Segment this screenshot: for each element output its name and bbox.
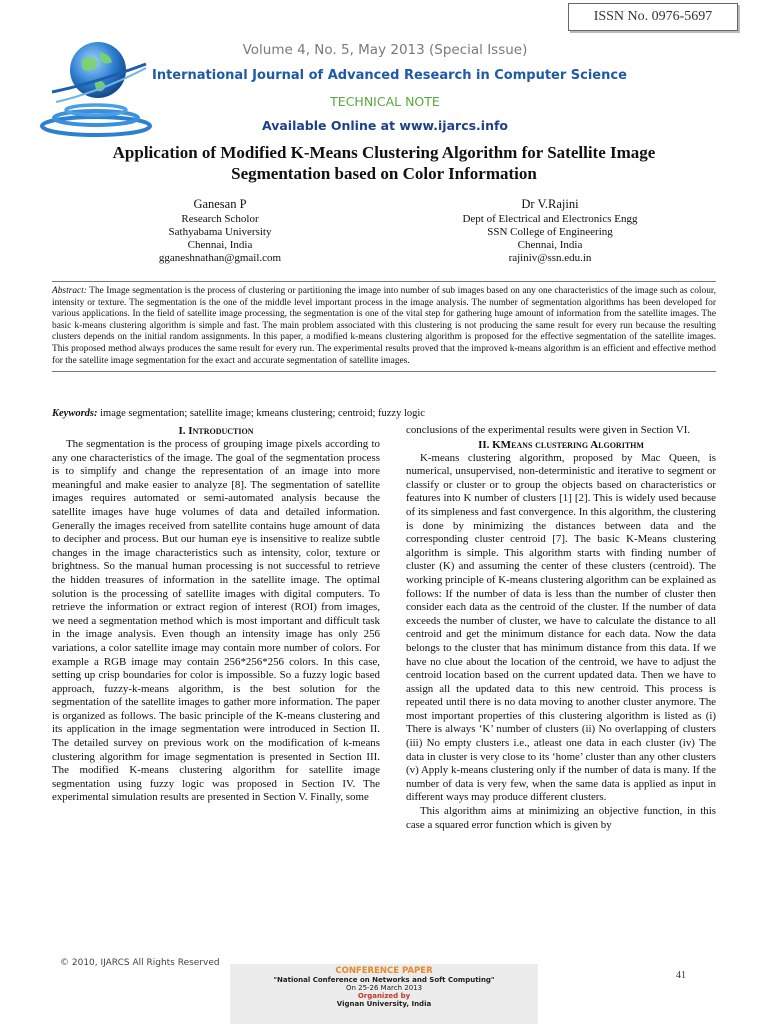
column-left [52, 424, 380, 805]
abstract [52, 281, 716, 372]
author-affiliation: Dept of Electrical and Electronics Engg [462, 213, 638, 225]
abstract-label: Abstract: [52, 286, 87, 296]
issn-box: ISSN No. 0976-5697 [568, 3, 738, 31]
author-affiliation: SSN College of Engineering [487, 226, 613, 238]
author-name: Ganesan P [193, 197, 247, 211]
paragraph: This algorithm aims at minimizing an objective function, in this case a squared error function which is given by [406, 805, 716, 831]
author-affiliation: Research Scholor [181, 213, 259, 225]
paragraph: conclusions of the experimental results were given in Section VI. [406, 424, 691, 436]
journal-name: International Journal of Advanced Research in Computer Science [152, 68, 627, 83]
organized-by: Organized by [357, 992, 411, 1000]
section-heading: II. KMeans clustering Algorithm [478, 438, 644, 451]
author-name: Dr V.Rajini [521, 197, 579, 211]
journal-logo [38, 30, 160, 138]
page-number: 41 [676, 970, 686, 981]
keywords-label: Keywords: [52, 408, 98, 419]
organizer-university: Vignan University, India [336, 1000, 432, 1008]
author-affiliation: Sathyabama University [168, 226, 272, 238]
author-affiliation: Chennai, India [517, 239, 583, 251]
technical-note-label: TECHNICAL NOTE [330, 94, 440, 109]
copyright: © 2010, IJARCS All Rights Reserved [60, 958, 220, 968]
conference-label: CONFERENCE PAPER [335, 966, 433, 976]
abstract-text: The Image segmentation is the process of clustering or partitioning the image into number of sub images based on any one characteristics of the image such as colour, intensity or texture. The segmentation is the one of the middle level important process in the image analysis. The number of segmentation algorithms has been developed for various applications. In the field of satellite image processing, the segmentation is one of the vital step for gathering huge amount of information from the satellite images. The basic k-means clustering algorithm is simple and fast. The main problem associated with this clustering is not producing the same result for every run because the resulting clusters depends on the initial random assignments. In this paper, a modified k-means clustering algorithm is proposed for the effective segmentation of the satellite images. This proposed method always produces the same result for every run. The experimental results proved that the improved k-means algorithm is an efficient and effective method for the satellite image segmentation for the exact and accurate segmentation of satellite images. [52, 286, 716, 366]
paper-title [60, 142, 708, 184]
column-right [406, 424, 716, 832]
conference-banner [230, 964, 538, 1024]
author-email: gganeshnathan@gmail.com [158, 252, 282, 264]
paragraph: The segmentation is the process of grouping image pixels according to any one characteristics of the image. The goal of the segmentation process is to simplify and change the representation of an image into more meaningful and make easier to analyze [8]. The segmentation of satellite images requires automated or semi-automated analysis because the satellite images have huge volumes of data and detailed information. Generally the images received from satellite contains huge amount of data to decipher and process. But our human eye is insensitive to realize subtle changes in the image characteristics such as intensity, color, texture or brightness. So the manual human processing is not successful to retrieve the hidden treasures of information in the satellite image. The optimal solution is the processing of satellite images with digital computers. To retrieve the information or extract region of interest (ROI) from images, we need a segmentation method which is most important and difficult task in the image analysis. Even though an intensity image has only 256 variations, a color satellite image may contain more number of colors. For example a RGB image may contain 256*256*256 colors. In this case, setting up crisp boundaries for color is impossible. So a fuzzy logic based approach, fuzzy-k-means algorithm, is the best solution for the segmentation of the satellite images to gather more information. The paper is organized as follows. The basic principle of the K-means clustering and its application in the image segmentation were introduced in Section II. The detailed survey on previous work on the modification of k-means clustering algorithm for image segmentation is presented in Section III. The modified K-means clustering algorithm for satellite image segmentation using fuzzy logic was proposed in Section IV. The experimental simulation results are presented in Section V. Finally, some [52, 438, 380, 804]
conference-name: "National Conference on Networks and Soft Computing" [273, 976, 495, 984]
section-heading: I. Introduction [178, 425, 254, 437]
title-line-2: Segmentation based on Color Information [231, 164, 537, 183]
paragraph: K-means clustering algorithm, proposed by Mac Queen, is numerical, unsupervised, non-deterministic and iterative to segment or classify or cluster or to group the objects based on characteristics or features into K number of clusters [1] [2]. This is widely used because of its simpleness and fast convergence. In this algorithm, the clustering is done by minimizing the distances between data and the corresponding cluster centroid [7]. The basic K-Means clustering algorithm is simple. This algorithm starts with finding number of cluster (K) and assuming the center of these clusters (centroid). The working principle of K-means clustering algorithm can be explained as follows: If the number of data is less than the number of cluster then consider each data as the centroid of the cluster. If the number of data exceeds the number of cluster, we have to calculate the distance to all centroid and get the minimum distance for each data. Now the data belongs to the cluster that has minimum distance from this data. If we have no clue about the location of the centroid, we have to adjust the centroid location based on the current updated data. Then we have to assign all the updated data to this new centroid. This process is repeated until there is no data moving to another cluster anymore. The most important properties of this clustering algorithm is listed as (i) There is always ‘K’ number of clusters (ii) No overlapping of clusters (iii) No empty clusters i.e., atleast one data in each cluster (iv) The data in cluster is very close to its ‘home’ cluster than any other clusters (v) Apply k-means clustering only if the number of data is many. If the number of data is very few, when the same data is applied as input in different ways may produce different clusters. [406, 451, 716, 804]
conference-date: On 25-26 March 2013 [345, 984, 423, 992]
keywords [52, 408, 716, 419]
author-block-1 [110, 196, 330, 265]
author-block-2 [430, 196, 670, 265]
volume-line: Volume 4, No. 5, May 2013 (Special Issue) [242, 42, 528, 58]
author-affiliation: Chennai, India [187, 239, 253, 251]
available-online-line: Available Online at www.ijarcs.info [261, 118, 509, 133]
title-line-1: Application of Modified K-Means Clustering Algorithm for Satellite Image [112, 143, 656, 162]
keywords-text: image segmentation; satellite image; kmeans clustering; centroid; fuzzy logic [97, 408, 425, 419]
author-email: rajiniv@ssn.edu.in [508, 252, 592, 264]
